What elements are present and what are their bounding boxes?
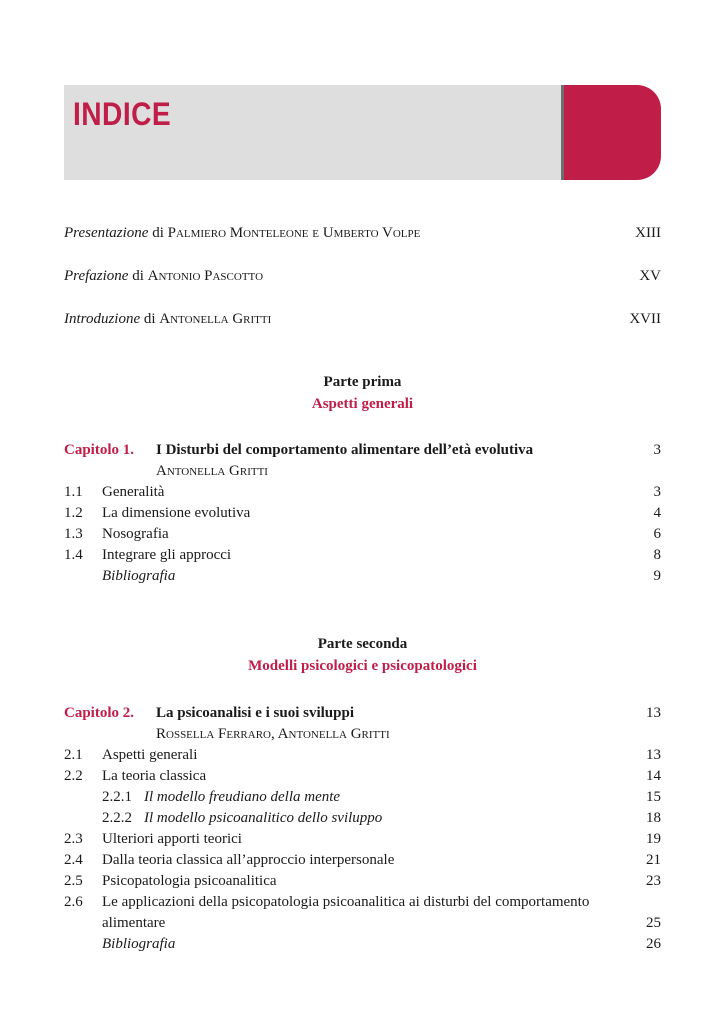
toc-entry-introduzione[interactable] <box>64 309 661 329</box>
chapter-author: Antonella Gritti <box>156 463 268 479</box>
subsection-title: Il modello psicoanalitico dello sviluppo <box>144 810 383 826</box>
section-title: Aspetti generali <box>102 747 198 763</box>
entry-authors: Antonio Pascotto <box>147 268 264 284</box>
chapter-author-line <box>64 461 661 481</box>
section-title: Psicopatologia psicoanalitica <box>102 873 277 889</box>
page-number: 14 <box>646 768 661 784</box>
section-title: Integrare gli approcci <box>102 547 232 563</box>
page-number: 4 <box>653 505 661 521</box>
chapter-1-entry[interactable] <box>64 440 661 460</box>
page-number: 13 <box>646 747 661 763</box>
subsection-title: Il modello freudiano della mente <box>144 789 341 805</box>
section-title: Nosografia <box>102 526 169 542</box>
toc-section[interactable] <box>64 850 661 870</box>
entry-type: Presentazione <box>64 225 149 241</box>
section-number: 2.5 <box>64 873 83 889</box>
section-number: 2.1 <box>64 747 83 763</box>
section-number: 1.1 <box>64 484 83 500</box>
chapter-title: La psicoanalisi e i suoi sviluppi <box>156 705 354 721</box>
page-number: 26 <box>646 936 661 952</box>
section-title: Ulteriori apporti teorici <box>102 831 242 847</box>
page-number: 23 <box>646 873 661 889</box>
part-label: Parte prima <box>323 374 402 390</box>
toc-section[interactable] <box>64 871 661 891</box>
page-number: 15 <box>646 789 661 805</box>
subsection-number: 2.2.1 <box>102 789 132 805</box>
page-number: 18 <box>646 810 661 826</box>
page-number: XV <box>639 268 661 284</box>
chapter-author: Rossella Ferraro, Antonella Gritti <box>156 726 390 742</box>
toc-bibliography[interactable] <box>64 934 661 954</box>
toc-entry-presentazione[interactable] <box>64 223 661 243</box>
part-label: Parte seconda <box>317 636 408 652</box>
page-number: 3 <box>653 484 661 500</box>
page-number: XVII <box>629 311 661 327</box>
toc-subsection[interactable] <box>64 808 661 828</box>
section-title: Dalla teoria classica all’approccio interpersonale <box>102 852 395 868</box>
entry-authors: Antonella Gritti <box>159 311 272 327</box>
section-title: Generalità <box>102 484 165 500</box>
toc-section[interactable] <box>64 892 661 912</box>
toc-bibliography[interactable] <box>64 566 661 586</box>
part-title: Aspetti generali <box>311 396 414 412</box>
page-number: 6 <box>653 526 661 542</box>
subsection-number: 2.2.2 <box>102 810 132 826</box>
page-number: 19 <box>646 831 661 847</box>
chapter-2-entry[interactable] <box>64 703 661 723</box>
chapter-label: Capitolo 2. <box>64 705 135 721</box>
toc-section-continuation[interactable] <box>64 913 661 933</box>
bibliography-title: Bibliografia <box>102 936 176 952</box>
toc-section[interactable] <box>64 545 661 565</box>
entry-type: Prefazione <box>64 268 129 284</box>
entry-connector: di <box>148 225 168 241</box>
header-accent <box>561 85 661 180</box>
page-number: 13 <box>646 705 661 721</box>
section-number: 2.6 <box>64 894 83 910</box>
toc-section[interactable] <box>64 503 661 523</box>
section-title-continued: alimentare <box>102 915 166 931</box>
entry-authors: Palmiero Monteleone e Umberto Volpe <box>167 225 421 241</box>
page-number: 25 <box>646 915 661 931</box>
entry-type: Introduzione <box>64 311 141 327</box>
page-title: INDICE <box>73 96 172 132</box>
bibliography-title: Bibliografia <box>102 568 176 584</box>
page-number: XIII <box>635 225 661 241</box>
toc-section[interactable] <box>64 766 661 786</box>
toc-section[interactable] <box>64 745 661 765</box>
section-title: Le applicazioni della psicopatologia psicoanalitica ai disturbi del comportamento <box>102 894 590 910</box>
part-title: Modelli psicologici e psicopatologici <box>248 658 477 674</box>
section-title: La dimensione evolutiva <box>102 505 251 521</box>
page-number: 9 <box>653 568 661 584</box>
entry-connector: di <box>128 268 148 284</box>
section-title: La teoria classica <box>102 768 207 784</box>
section-number: 2.2 <box>64 768 83 784</box>
toc-subsection[interactable] <box>64 787 661 807</box>
chapter-title: I Disturbi del comportamento alimentare dell’età evolutiva <box>156 442 534 458</box>
toc-section[interactable] <box>64 524 661 544</box>
page-number: 3 <box>653 442 661 458</box>
chapter-author-line <box>64 724 661 744</box>
toc-section[interactable] <box>64 829 661 849</box>
chapter-label: Capitolo 1. <box>64 442 135 458</box>
section-number: 2.4 <box>64 852 83 868</box>
toc-section[interactable] <box>64 482 661 502</box>
section-number: 1.3 <box>64 526 83 542</box>
toc-entry-prefazione[interactable] <box>64 266 661 286</box>
entry-connector: di <box>140 311 160 327</box>
section-number: 1.2 <box>64 505 83 521</box>
section-number: 2.3 <box>64 831 83 847</box>
page-number: 21 <box>646 852 661 868</box>
section-number: 1.4 <box>64 547 83 563</box>
page-number: 8 <box>653 547 661 563</box>
